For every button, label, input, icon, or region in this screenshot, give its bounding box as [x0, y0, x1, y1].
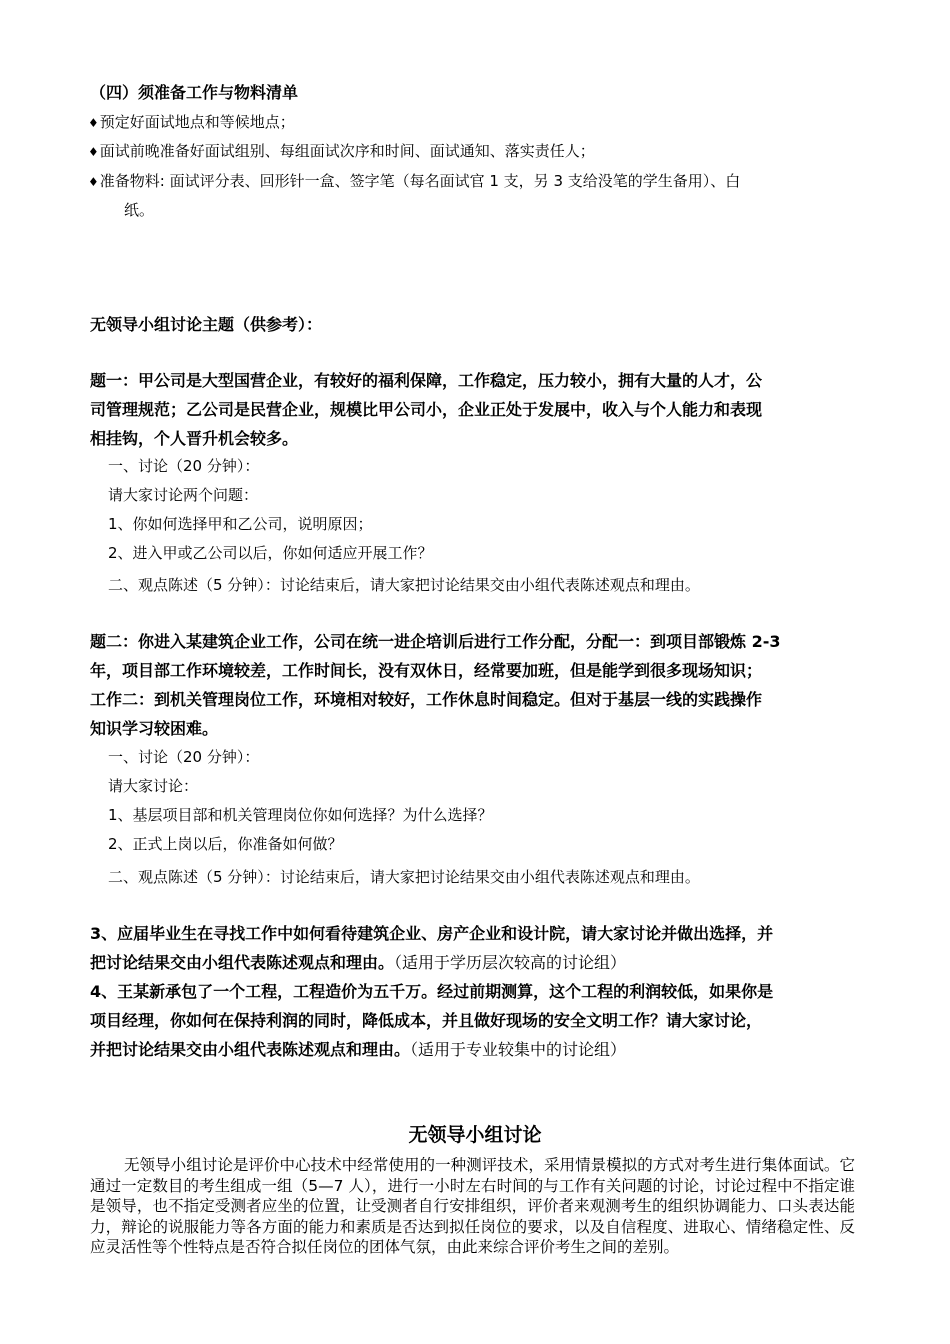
- q2-line: 题二：你进入某建筑企业工作，公司在统一进企培训后进行工作分配，分配一：到项目部锻炼 2-3: [90, 632, 781, 651]
- prep-item: [88, 111, 295, 134]
- q1-line: 司管理规范；乙公司是民营企业，规模比甲公司小，企业正处于发展中，收入与个人能力和表现: [90, 400, 763, 419]
- q4-applicability-note: （适用于专业较集中的讨论组）: [410, 1040, 627, 1059]
- q1-presentation: 二、观点陈述（5 分钟）：讨论结束后，请大家把讨论结果交由小组代表陈述观点和理由。: [108, 576, 700, 594]
- prep-item: [88, 140, 595, 163]
- q2-point-2: 2、正式上岗以后，你准备如何做？: [108, 835, 343, 853]
- prep-item-continuation: 纸。: [124, 201, 155, 219]
- q1-point-1: 1、你如何选择甲和乙公司，说明原因；: [108, 515, 373, 533]
- q3-line-2-text: 把讨论结果交由小组代表陈述观点和理由。: [90, 953, 395, 972]
- q2-line: 知识学习较困难。: [90, 719, 219, 738]
- section-title: 无领导小组讨论: [408, 1124, 542, 1146]
- q4-line-3: [90, 1038, 626, 1062]
- q2-intro: 请大家讨论：: [108, 777, 199, 795]
- q3-line-2: [90, 951, 626, 975]
- lgd-paragraph: 无领导小组讨论是评价中心技术中经常使用的一种测评技术，采用情景模拟的方式对考生进行集体面试。它通过一定数目的考生组成一组（5—7 人），进行一小时左右时间的与工作有关问题的讨论，讨论过程中不指定谁是领导，也不指定受测者应坐的位置，让受测者自行安排组织，评价者来观测考生的组织协调能力、口头表达能力，辩论的说服能力等各方面的能力和素质是否达到拟任岗位的要求，以及自信程度、进取心、情绪稳定性、反应灵活性等个性特点是否符合拟任岗位的团体气氛，由此来综合评价考生之间的差别。: [90, 1156, 855, 1256]
- q2-line: 年，项目部工作环境较差，工作时间长，没有双休日，经常要加班，但是能学到很多现场知识；: [90, 661, 763, 680]
- prep-item: [88, 170, 740, 193]
- prep-item-text: 准备物料: 面试评分表、回形针一盒、签字笔（每名面试官 1 支，另 3 支给没笔的学生备用）、白: [99, 172, 741, 190]
- q2-point-1: 1、基层项目部和机关管理岗位你如何选择？为什么选择？: [108, 806, 493, 824]
- prep-heading: （四）须准备工作与物料清单: [90, 83, 299, 102]
- prep-item-text: 面试前晚准备好面试组别、每组面试次序和时间、面试通知、落实责任人；: [99, 142, 595, 160]
- q1-point-2: 2、进入甲或乙公司以后，你如何适应开展工作？: [108, 544, 433, 562]
- q4-line-3-text: 并把讨论结果交由小组代表陈述观点和理由。: [90, 1040, 411, 1059]
- q2-line: 工作二：到机关管理岗位工作，环境相对较好，工作休息时间稳定。但对于基层一线的实践操作: [90, 690, 763, 709]
- q4-line-2: 项目经理，你如何在保持利润的同时，降低成本，并且做好现场的安全文明工作？请大家讨论，: [90, 1011, 763, 1030]
- q3-line-1: 3、应届毕业生在寻找工作中如何看待建筑企业、房产企业和设计院，请大家讨论并做出选择，并: [90, 924, 774, 943]
- prep-item-text: 预定好面试地点和等候地点；: [99, 113, 295, 131]
- q2-presentation: 二、观点陈述（5 分钟）：讨论结束后，请大家把讨论结果交由小组代表陈述观点和理由。: [108, 868, 700, 886]
- q2-discuss: 一、讨论（20 分钟）：: [108, 748, 260, 766]
- q3-applicability-note: （适用于学历层次较高的讨论组）: [394, 953, 627, 972]
- q1-discuss: 一、讨论（20 分钟）：: [108, 457, 260, 475]
- q1-line: 题一：甲公司是大型国营企业，有较好的福利保障，工作稳定，压力较小，拥有大量的人才，公: [90, 371, 763, 390]
- q1-line: 相挂钩，个人晋升机会较多。: [90, 429, 299, 448]
- q1-intro: 请大家讨论两个问题：: [108, 486, 259, 504]
- topics-heading: 无领导小组讨论主题（供参考）：: [90, 315, 323, 334]
- q4-line-1: 4、王某新承包了一个工程，工程造价为五千万。经过前期测算，这个工程的利润较低，如果你是: [90, 982, 774, 1001]
